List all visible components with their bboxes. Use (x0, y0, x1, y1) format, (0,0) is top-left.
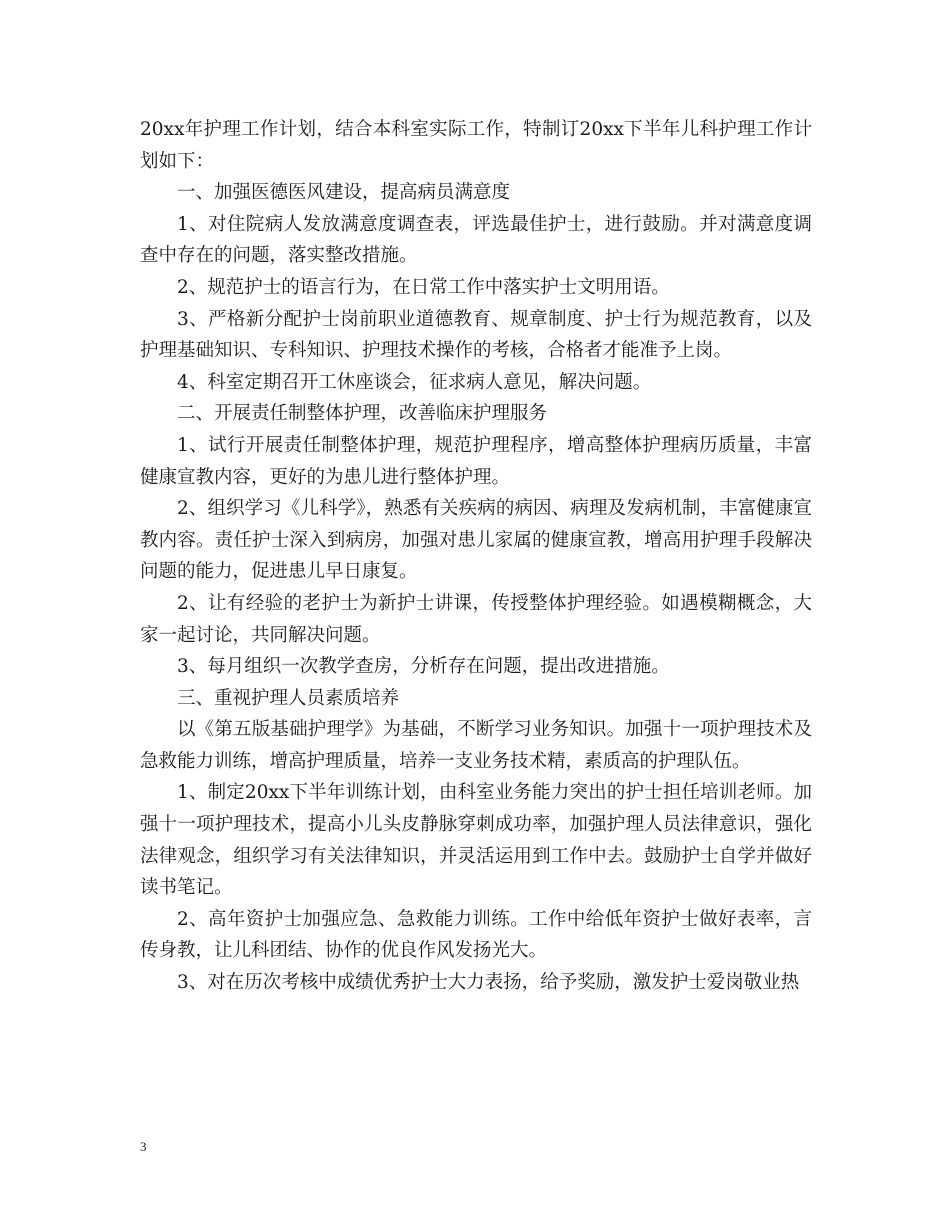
paragraph: 以《第五版基础护理学》为基础，不断学习业务知识。加强十一项护理技术及急救能力训练，增高护理质量，培养一支业务技术精，素质高的护理队伍。 (140, 719, 812, 772)
section-heading: 三、重视护理人员素质培养 (177, 687, 400, 709)
paragraph: 1、对住院病人发放满意度调查表，评选最佳护士，进行鼓励。并对满意度调查中存在的问题，落实整改措施。 (140, 213, 812, 267)
paragraph: 3、严格新分配护士岗前职业道德教育、规章制度、护士行为规范教育，以及护理基础知识、专科知识、护理技术操作的考核，合格者才能准予上岗。 (140, 308, 812, 362)
section-heading: 一、加强医德医风建设，提高病员满意度 (177, 182, 511, 204)
paragraph: 2、组织学习《儿科学》，熟悉有关疾病的病因、病理及发病机制，丰富健康宣教内容。责任护士深入到病房，加强对患儿家属的健康宣教，增高用护理手段解决问题的能力，促进患儿早日康复。 (140, 498, 812, 583)
paragraph: 1、试行开展责任制整体护理，规范护理程序，增高整体护理病历质量，丰富健康宣教内容，更好的为患儿进行整体护理。 (140, 434, 812, 488)
paragraph: 1、制定20xx下半年训练计划，由科室业务能力突出的护士担任培训老师。加强十一项护理技术，提高小儿头皮静脉穿刺成功率，加强护理人员法律意识，强化法律观念，组织学习有关法律知识，并灵活运用到工作中去。鼓励护士自学并做好读书笔记。 (140, 782, 812, 899)
document-body (140, 114, 812, 999)
paragraph: 20xx年护理工作计划，结合本科室实际工作，特制订20xx下半年儿科护理工作计划如下： (140, 119, 812, 172)
section-heading: 二、开展责任制整体护理，改善临床护理服务 (177, 403, 548, 425)
paragraph: 3、每月组织一次教学查房，分析存在问题，提出改进措施。 (177, 656, 670, 678)
page-number: 3 (140, 1139, 147, 1154)
paragraph: 2、让有经验的老护士为新护士讲课，传授整体护理经验。如遇模糊概念，大家一起讨论，共同解决问题。 (140, 592, 812, 646)
paragraph: 2、规范护士的语言行为，在日常工作中落实护士文明用语。 (177, 276, 670, 298)
paragraph: 3、对在历次考核中成绩优秀护士大力表扬，给予奖励，激发护士爱岗敬业热 (177, 972, 800, 994)
paragraph: 4、科室定期召开工休座谈会，征求病人意见，解决问题。 (177, 371, 652, 393)
paragraph: 2、高年资护士加强应急、急救能力训练。工作中给低年资护士做好表率，言传身教，让儿科团结、协作的优良作风发扬光大。 (140, 908, 812, 962)
